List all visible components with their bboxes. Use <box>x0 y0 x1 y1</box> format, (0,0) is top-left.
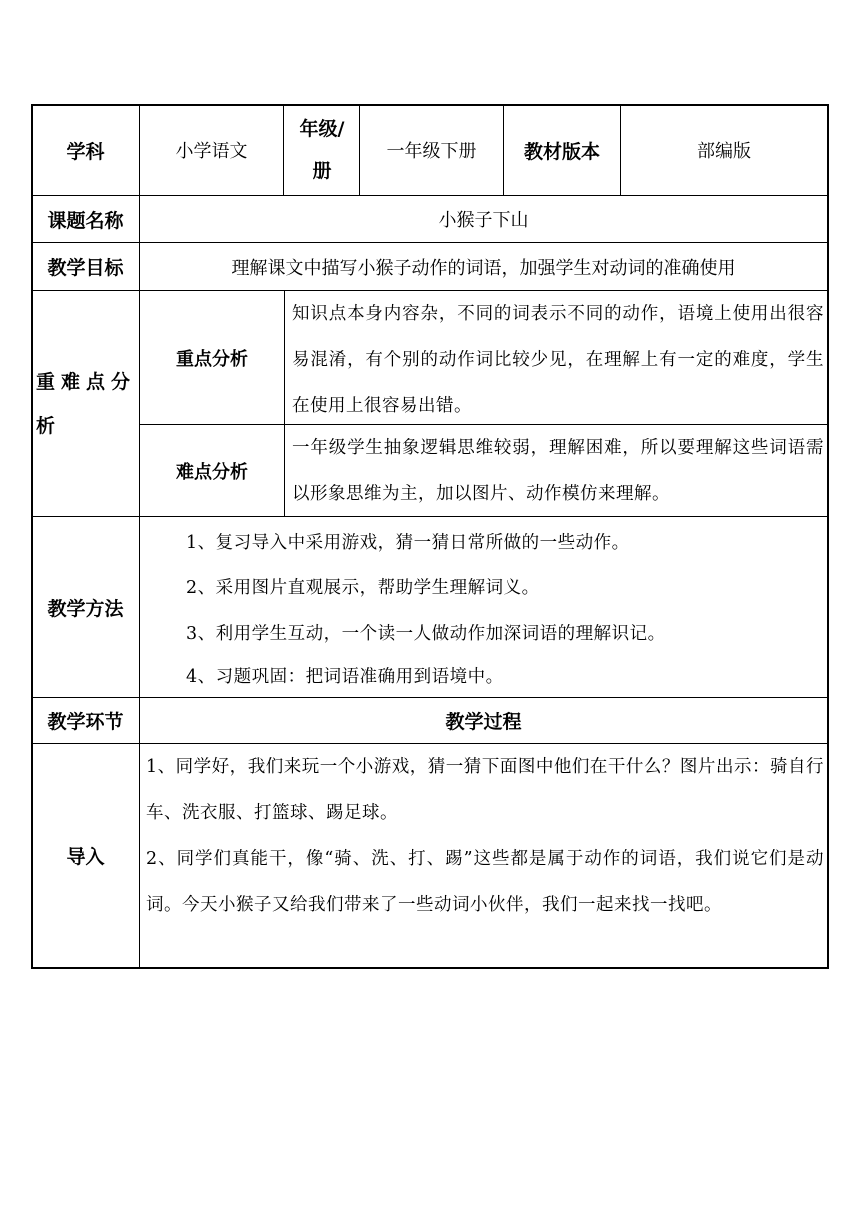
edition-label: 教材版本 <box>523 140 600 163</box>
step-label: 教学环节 <box>47 711 124 733</box>
col-divider <box>283 104 284 195</box>
lesson-label: 课题名称 <box>47 209 124 232</box>
grade-value: 一年级下册 <box>386 141 477 162</box>
intro-label: 导入 <box>66 846 105 868</box>
edition-value: 部编版 <box>697 141 751 162</box>
col-divider <box>284 290 285 516</box>
lesson-title: 小猴子下山 <box>438 210 529 231</box>
method-item-1: 1、复习导入中采用游戏，猜一猜日常所做的一些动作。 <box>186 533 630 553</box>
subject-value: 小学语文 <box>175 141 248 162</box>
grade-label: 年级/册 <box>299 118 345 182</box>
goal-text: 理解课文中描写小猴子动作的词语，加强学生对动词的准确使用 <box>231 257 736 279</box>
method-item-2: 2、采用图片直观展示，帮助学生理解词义。 <box>186 578 540 598</box>
goal-label: 教学目标 <box>47 257 124 279</box>
analysis-label: 重难点分析 <box>36 371 137 437</box>
key-analysis-text: 知识点本身内容杂，不同的词表示不同的动作，语境上使用出很容易混淆，有个别的动作词比较少见，在理解上有一定的难度，学生在使用上很容易出错。 <box>292 304 824 416</box>
difficult-analysis-label: 难点分析 <box>176 461 248 483</box>
intro-text-2: 2、同学们真能干，像“骑、洗、打、踢”这些都是属于动作的词语，我们说它们是动词。今天小猴子又给我们带来了一些动词小伙伴，我们一起来找一找吧。 <box>146 849 824 915</box>
table-border-bottom <box>31 967 829 969</box>
method-item-3: 3、利用学生互动，一个读一人做动作加深词语的理解识记。 <box>186 624 666 644</box>
difficult-analysis-text: 一年级学生抽象逻辑思维较弱，理解困难，所以要理解这些词语需以形象思维为主，加以图片、动作模仿来理解。 <box>292 438 824 504</box>
intro-text-1: 1、同学好，我们来玩一个小游戏，猜一猜下面图中他们在干什么？图片出示：骑自行车、洗衣服、打篮球、踢足球。 <box>146 757 824 823</box>
key-analysis-label: 重点分析 <box>176 348 248 370</box>
method-item-4: 4、习题巩固：把词语准确用到语境中。 <box>186 667 504 687</box>
process-label: 教学过程 <box>445 711 522 733</box>
method-label: 教学方法 <box>47 597 124 620</box>
table-border-right <box>827 104 829 969</box>
subject-label: 学科 <box>66 140 105 163</box>
